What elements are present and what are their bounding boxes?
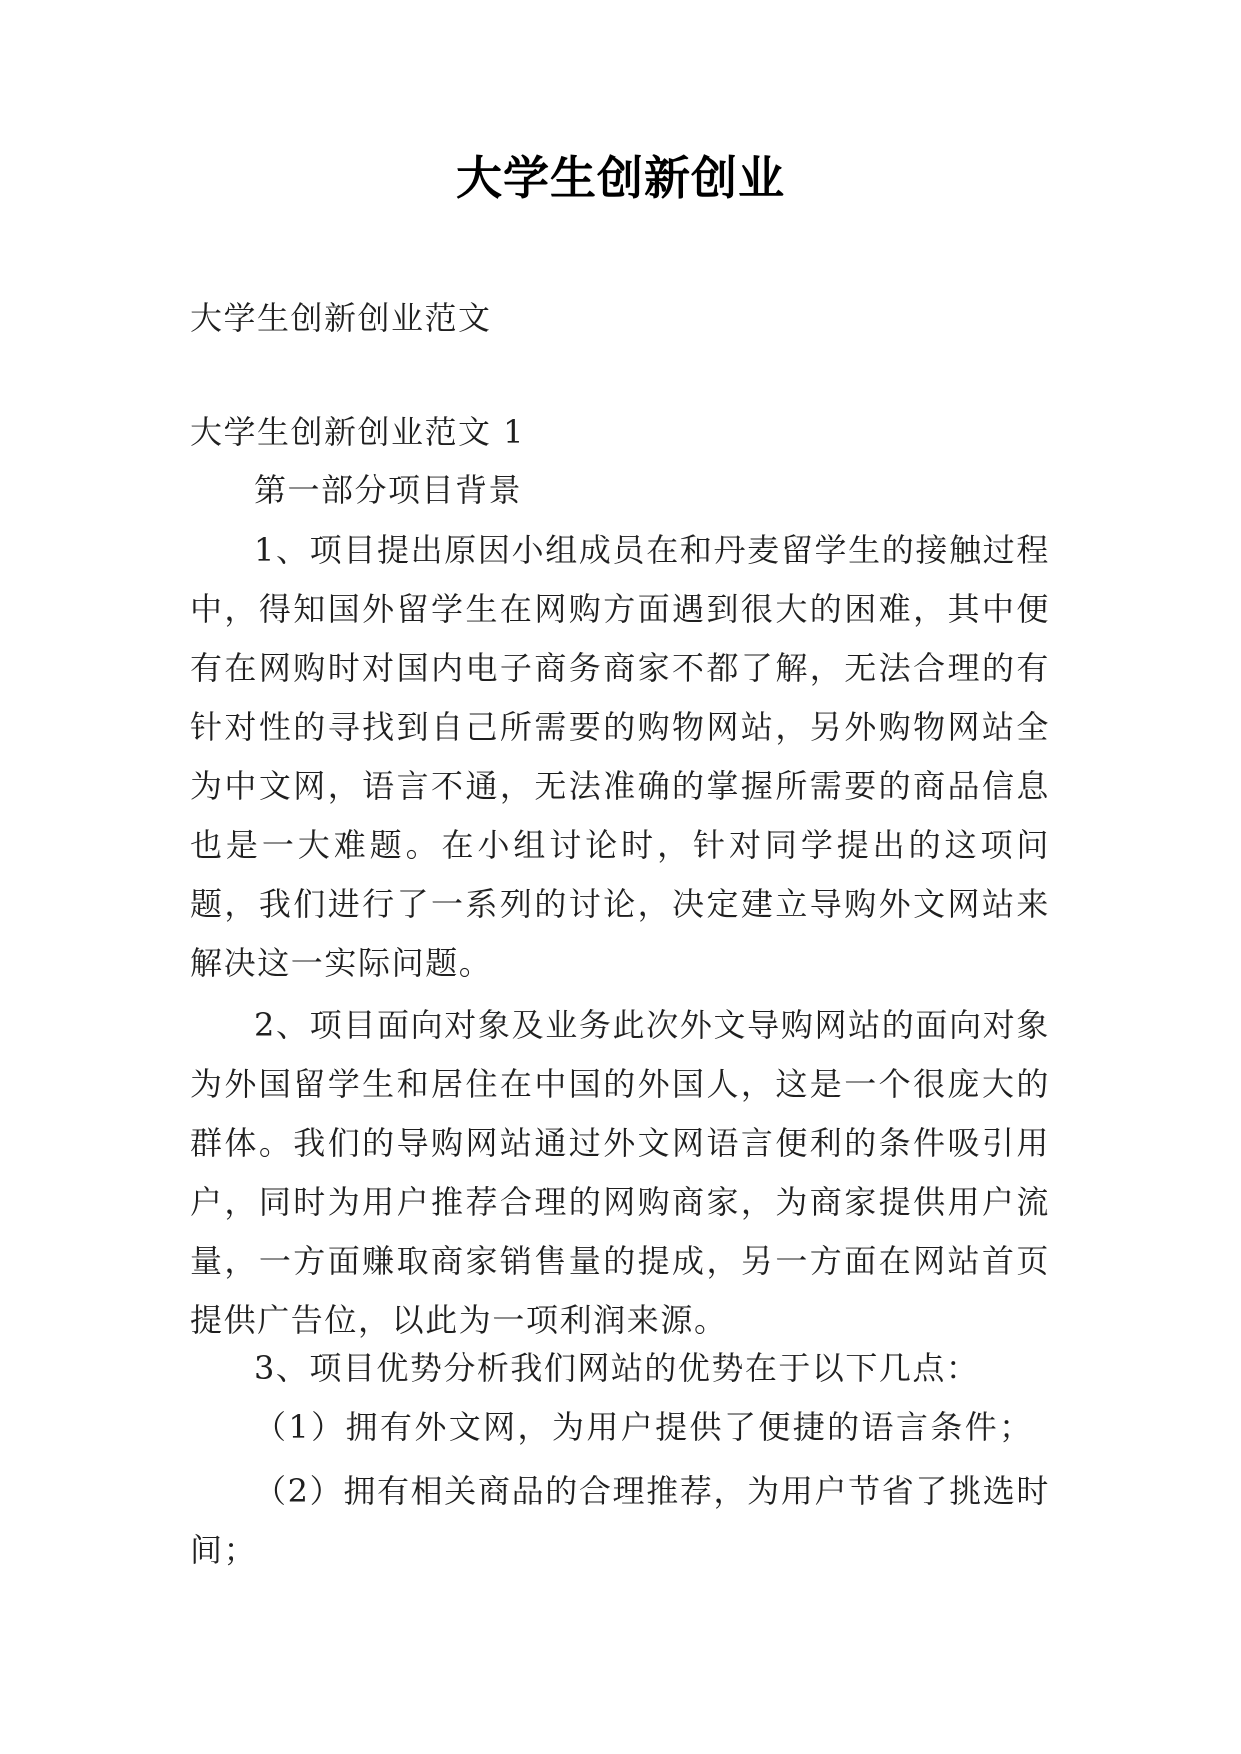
- list-item-advantage-1: （1）拥有外文网，为用户提供了便捷的语言条件；: [254, 1408, 1034, 1446]
- document-title: 大学生创新创业: [456, 151, 785, 205]
- list-item-advantage-2: （2）拥有相关商品的合理推荐，为用户节省了挑选时间；: [190, 1472, 1050, 1569]
- section-heading: 大学生创新创业范文 1: [190, 413, 526, 451]
- paragraph-target-audience: 2、项目面向对象及业务此次外文导购网站的面向对象为外国留学生和居住在中国的外国人，这是一个很庞大的群体。我们的导购网站通过外文网语言便利的条件吸引用户，同时为用户推荐合理的网购商家，为商家提供用户流量，一方面赚取商家销售量的提成，另一方面在网站首页提供广告位，以此为一项利润来源。: [190, 1006, 1050, 1339]
- part-heading: 第一部分项目背景: [254, 471, 523, 509]
- document-subtitle: 大学生创新创业范文: [190, 299, 492, 337]
- paragraph-project-reason: 1、项目提出原因小组成员在和丹麦留学生的接触过程中，得知国外留学生在网购方面遇到很大的困难，其中便有在网购时对国内电子商务商家不都了解，无法合理的有针对性的寻找到自己所需要的购物网站，另外购物网站全为中文网，语言不通，无法准确的掌握所需要的商品信息也是一大难题。在小组讨论时，针对同学提出的这项问题，我们进行了一系列的讨论，决定建立导购外文网站来解决这一实际问题。: [190, 531, 1050, 982]
- paragraph-advantages-intro: 3、项目优势分析我们网站的优势在于以下几点：: [254, 1349, 980, 1387]
